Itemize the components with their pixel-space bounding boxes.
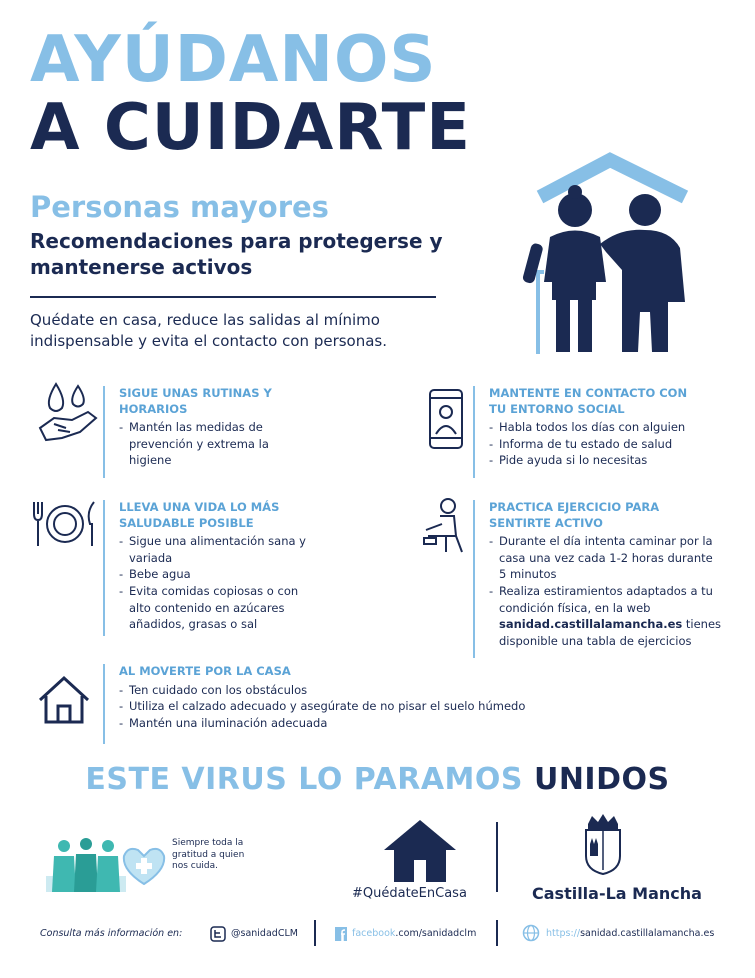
divider (314, 920, 316, 946)
twitter-icon[interactable] (210, 926, 226, 942)
list-item: - Utiliza el calzado adecuado y asegúrate de no pisar el suelo húmedo (119, 698, 553, 715)
list-item-text: tienes disponible una tabla de ejercicios (499, 617, 722, 649)
section-healthy (103, 500, 323, 636)
section-home-title: AL MOVERTE POR LA CASA (119, 664, 291, 678)
house-filled-icon (384, 820, 456, 882)
title-line-1: AYÚDANOS (30, 23, 437, 97)
section-contact (473, 386, 713, 478)
website-link-suffix: sanidad.castillalamancha.es (580, 928, 715, 939)
facebook-icon[interactable] (334, 926, 348, 942)
title-line-2: A CUIDARTE (30, 91, 471, 165)
list-item-text: Realiza estiramientos adaptados a tu condición física, en la web (499, 584, 713, 615)
region-coat-of-arms-icon (578, 812, 628, 876)
list-item (489, 583, 723, 650)
hands-water-icon (36, 380, 100, 448)
list-item: - Mantén una iluminación adecuada (119, 715, 553, 732)
elderly-couple-icon (520, 152, 710, 362)
divider (496, 920, 498, 946)
list-item: - Pide ayuda si lo necesitas (489, 452, 713, 469)
list-item: - Evita comidas copiosas o con alto contenido en azúcares añadidos, grasas o sal (119, 583, 323, 633)
subtitle: Personas mayores (30, 190, 329, 224)
divider (496, 822, 498, 892)
list-item: - Informa de tu estado de salud (489, 436, 713, 453)
facebook-link[interactable] (352, 928, 476, 939)
section-healthy-title: LLEVA UNA VIDA LO MÁS SALUDABLE POSIBLE (119, 500, 280, 530)
website-link-prefix: https:// (546, 928, 581, 939)
list-item: - Sigue una alimentación sana y variada (119, 533, 323, 566)
section-exercise (473, 500, 723, 658)
list-item: - Mantén las medidas de prevención y extrema la higiene (119, 419, 303, 469)
web-link[interactable]: sanidad.castillalamancha.es (499, 617, 683, 632)
list-item: - Bebe agua (119, 566, 323, 583)
person-exercise-icon (418, 496, 468, 556)
region-name: Castilla-La Mancha (532, 884, 702, 903)
subheading: Recomendaciones para protegerse y mantenerse activos (30, 229, 443, 279)
footer-info-label: Consulta más información en: (40, 928, 183, 939)
section-exercise-title: PRACTICA EJERCICIO PARA SENTIRTE ACTIVO (489, 500, 660, 530)
health-workers-heart-icon (42, 832, 166, 896)
globe-icon[interactable] (522, 924, 540, 942)
facebook-link-prefix: facebook (352, 928, 396, 939)
plate-cutlery-icon (30, 496, 100, 552)
intro-text: Quédate en casa, reduce las salidas al mínimo indispensable y evita el contacto con personas. (30, 311, 388, 350)
hashtag: #QuédateEnCasa (352, 886, 467, 901)
section-contact-title: MANTENTE EN CONTACTO CON TU ENTORNO SOCIAL (489, 386, 688, 416)
slogan (0, 762, 755, 797)
section-home (103, 664, 553, 744)
slogan-part-2: UNIDOS (533, 762, 670, 797)
facebook-link-suffix: .com/sanidadclm (395, 928, 477, 939)
divider (30, 296, 436, 298)
gratitude-text: Siempre toda la gratitud a quien nos cuida. (172, 838, 245, 872)
slogan-part-1: ESTE VIRUS LO PARAMOS (85, 762, 523, 797)
section-routines (103, 386, 303, 478)
section-routines-title: SIGUE UNAS RUTINAS Y HORARIOS (119, 386, 272, 416)
website-link[interactable] (546, 928, 714, 939)
phone-video-call-icon (428, 388, 464, 450)
list-item: - Durante el día intenta caminar por la casa una vez cada 1-2 horas durante 5 minutos (489, 533, 723, 583)
list-item: - Ten cuidado con los obstáculos (119, 682, 553, 699)
twitter-link[interactable]: @sanidadCLM (231, 928, 298, 939)
house-icon (36, 674, 92, 726)
list-item: - Habla todos los días con alguien (489, 419, 713, 436)
